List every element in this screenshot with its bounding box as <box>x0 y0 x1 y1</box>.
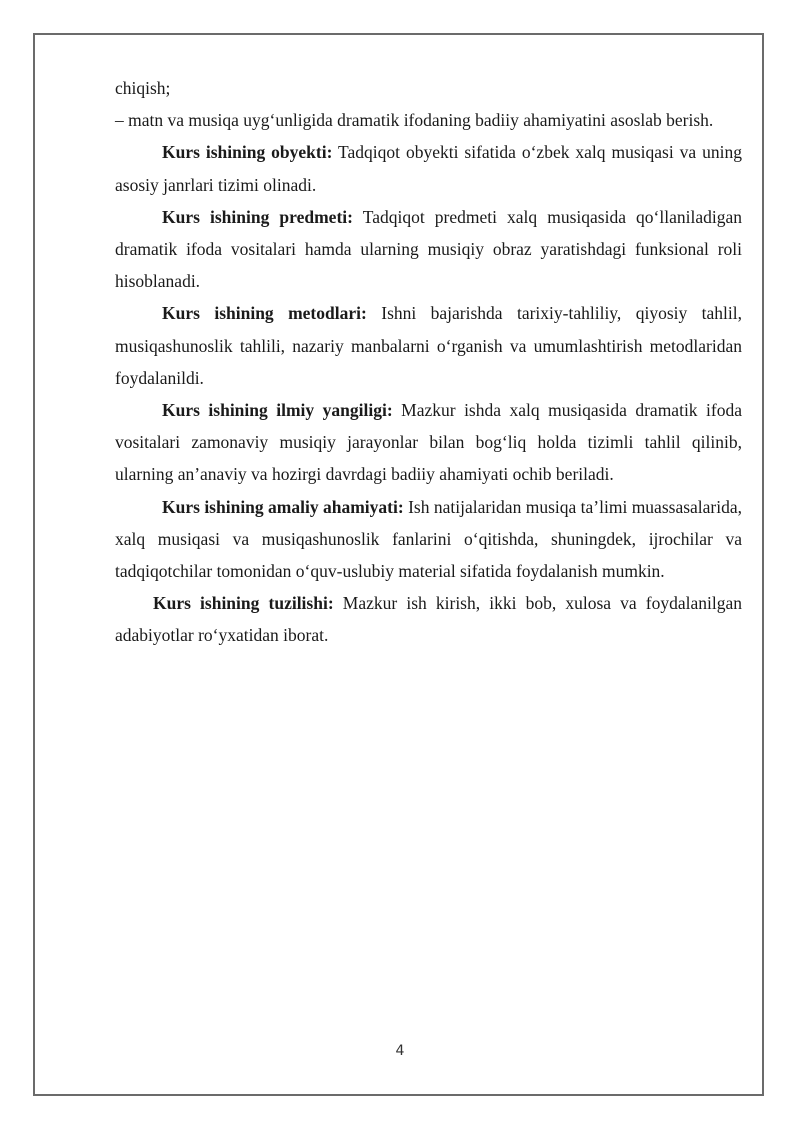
paragraph-obyekti <box>115 136 742 200</box>
paragraph-predmeti <box>115 201 742 298</box>
paragraph-text: Mazkur ishda xalq musiqasida dramatik ifoda vositalari zamonaviy musiqiy jarayonlar bilan bog‘liq holda tizimli tahlil qilinib, ularning an’anaviy va hozirgi davrdagi badiiy ahamiyati ochib beriladi. <box>115 400 742 485</box>
paragraph-label: Kurs ishining obyekti: <box>162 142 333 163</box>
document-body <box>115 72 742 652</box>
paragraph-label: Kurs ishining predmeti: <box>162 206 353 227</box>
paragraph-text: Ishni bajarishda tarixiy-tahliliy, qiyosiy tahlil, musiqashunoslik tahlili, nazariy manbalarni o‘rganish va umumlashtirish metodlaridan foydalanildi. <box>115 303 742 388</box>
paragraph-amaliy-ahamiyati <box>115 491 742 588</box>
paragraph-metodlari <box>115 297 742 394</box>
paragraph-ilmiy-yangiligi <box>115 394 742 491</box>
paragraph-text: Tadqiqot predmeti xalq musiqasida qo‘llaniladigan dramatik ifoda vositalari hamda ularning musiqiy obraz yaratishdagi funksional roli hisoblanadi. <box>115 206 742 292</box>
paragraph-text: Mazkur ish kirish, ikki bob, xulosa va foydalanilgan adabiyotlar ro‘yxatidan iborat. <box>115 593 743 646</box>
paragraph-label: Kurs ishining amaliy ahamiyati: <box>162 496 404 517</box>
paragraph-tuzilishi <box>115 587 742 651</box>
page-number: 4 <box>395 1043 405 1059</box>
paragraph-label: Kurs ishining tuzilishi: <box>153 593 334 614</box>
continuation-list-item: – matn va musiqa uyg‘unligida dramatik ifodaning badiiy ahamiyatini asoslab berish. <box>115 110 714 131</box>
paragraph-label: Kurs ishining ilmiy yangiligi: <box>162 400 393 421</box>
continuation-line: chiqish; <box>115 78 171 98</box>
paragraph-text: Tadqiqot obyekti sifatida o‘zbek xalq musiqasi va uning asosiy janrlari tizimi olinadi. <box>115 142 742 195</box>
paragraph-text: Ish natijalaridan musiqa ta’limi muassasalarida, xalq musiqasi va musiqashunoslik fanlarini o‘qitishda, shuningdek, ijrochilar va tadqiqotchilar tomonidan o‘quv-uslubiy material sifatida foydalanish mumkin. <box>115 496 742 582</box>
paragraph-label: Kurs ishining metodlari: <box>162 303 367 324</box>
